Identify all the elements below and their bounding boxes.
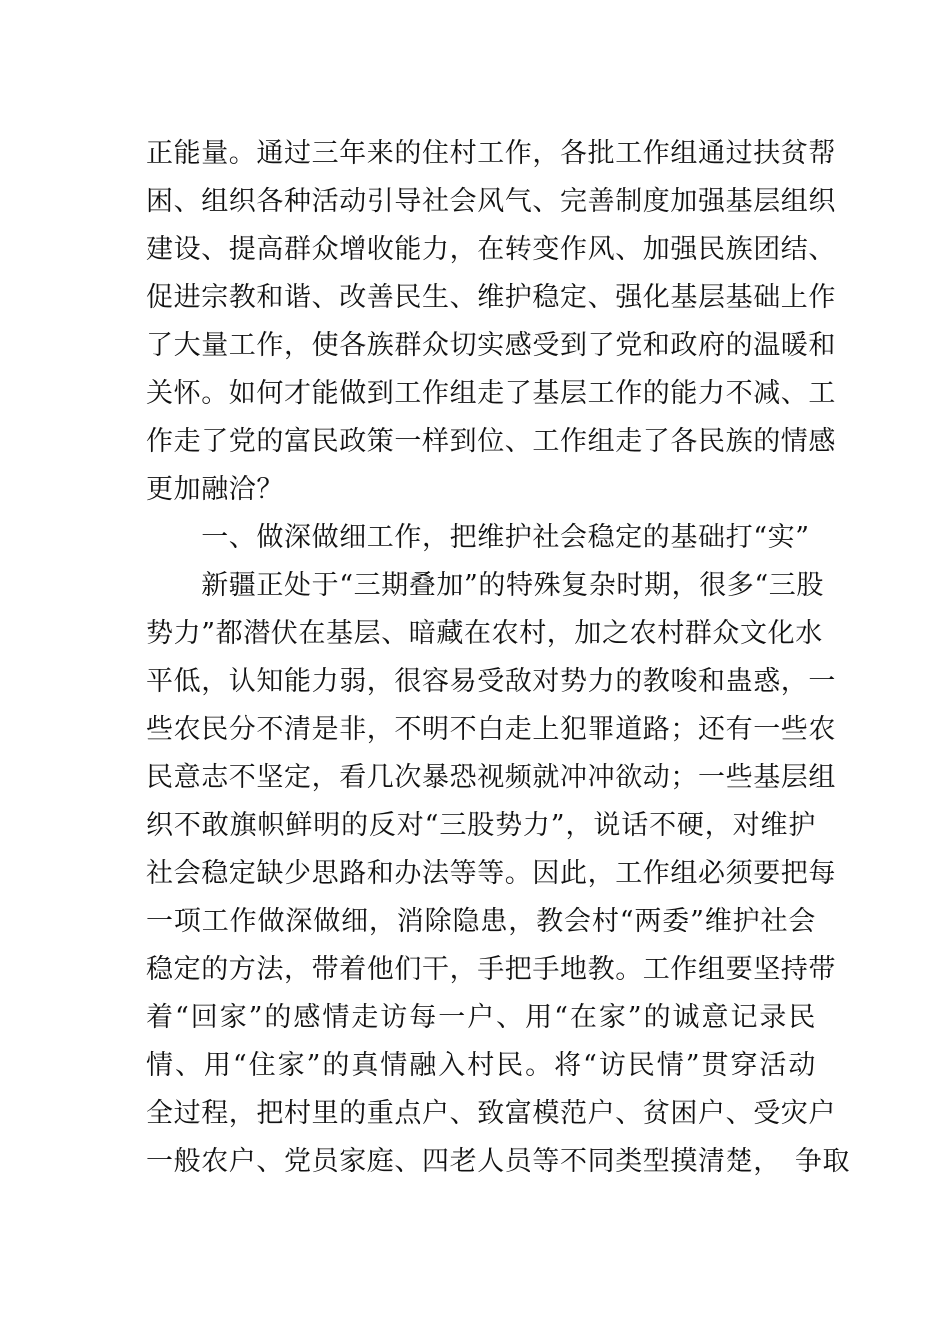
text-line: 了大量工作，使各族群众切实感受到了党和政府的温暖和 (146, 330, 836, 361)
text-line: 着“回家”的感情走访每一户、用“在家”的诚意记录民 (146, 1002, 816, 1033)
text-line: 一项工作做深做细，消除隐患，教会村“两委”维护社会 (146, 906, 816, 937)
text-line: 全过程，把村里的重点户、致富模范户、贫困户、受灾户 (146, 1098, 836, 1129)
text-line: 促进宗教和谐、改善民生、维护稳定、强化基层基础上作 (146, 282, 836, 313)
text-line: 情、用“住家”的真情融入村民。将“访民情”贯穿活动 (146, 1050, 816, 1081)
text-line: 平低，认知能力弱，很容易受敌对势力的教唆和蛊惑，一 (146, 666, 836, 697)
text-line: 更加融洽？ (146, 474, 284, 505)
text-line: 困、组织各种活动引导社会风气、完善制度加强基层组织 (146, 186, 836, 217)
text-line: 些农民分不清是非，不明不白走上犯罪道路；还有一些农 (146, 714, 836, 745)
text-line: 建设、提高群众增收能力，在转变作风、加强民族团结、 (146, 234, 836, 265)
text-line: 正能量。通过三年来的住村工作，各批工作组通过扶贫帮 (146, 138, 836, 169)
text-line: 织不敢旗帜鲜明的反对“三股势力”，说话不硬，对维护 (146, 810, 816, 841)
text-line: 民意志不坚定，看几次暴恐视频就冲冲欲动；一些基层组 (146, 762, 836, 793)
text-line: 一般农户、党员家庭、四老人员等不同类型摸清楚， 争取 (146, 1146, 851, 1177)
section-heading: 一、做深做细工作，把维护社会稳定的基础打“实” (146, 522, 810, 553)
text-line: 社会稳定缺少思路和办法等等。因此，工作组必须要把每 (146, 858, 836, 889)
text-line: 稳定的方法，带着他们干，手把手地教。工作组要坚持带 (146, 954, 836, 985)
text-line: 关怀。如何才能做到工作组走了基层工作的能力不减、工 (146, 378, 836, 409)
text-line: 势力”都潜伏在基层、暗藏在农村，加之农村群众文化水 (146, 618, 823, 649)
text-line: 作走了党的富民政策一样到位、工作组走了各民族的情感 (146, 426, 836, 457)
text-line: 新疆正处于“三期叠加”的特殊复杂时期，很多“三股 (146, 570, 825, 601)
